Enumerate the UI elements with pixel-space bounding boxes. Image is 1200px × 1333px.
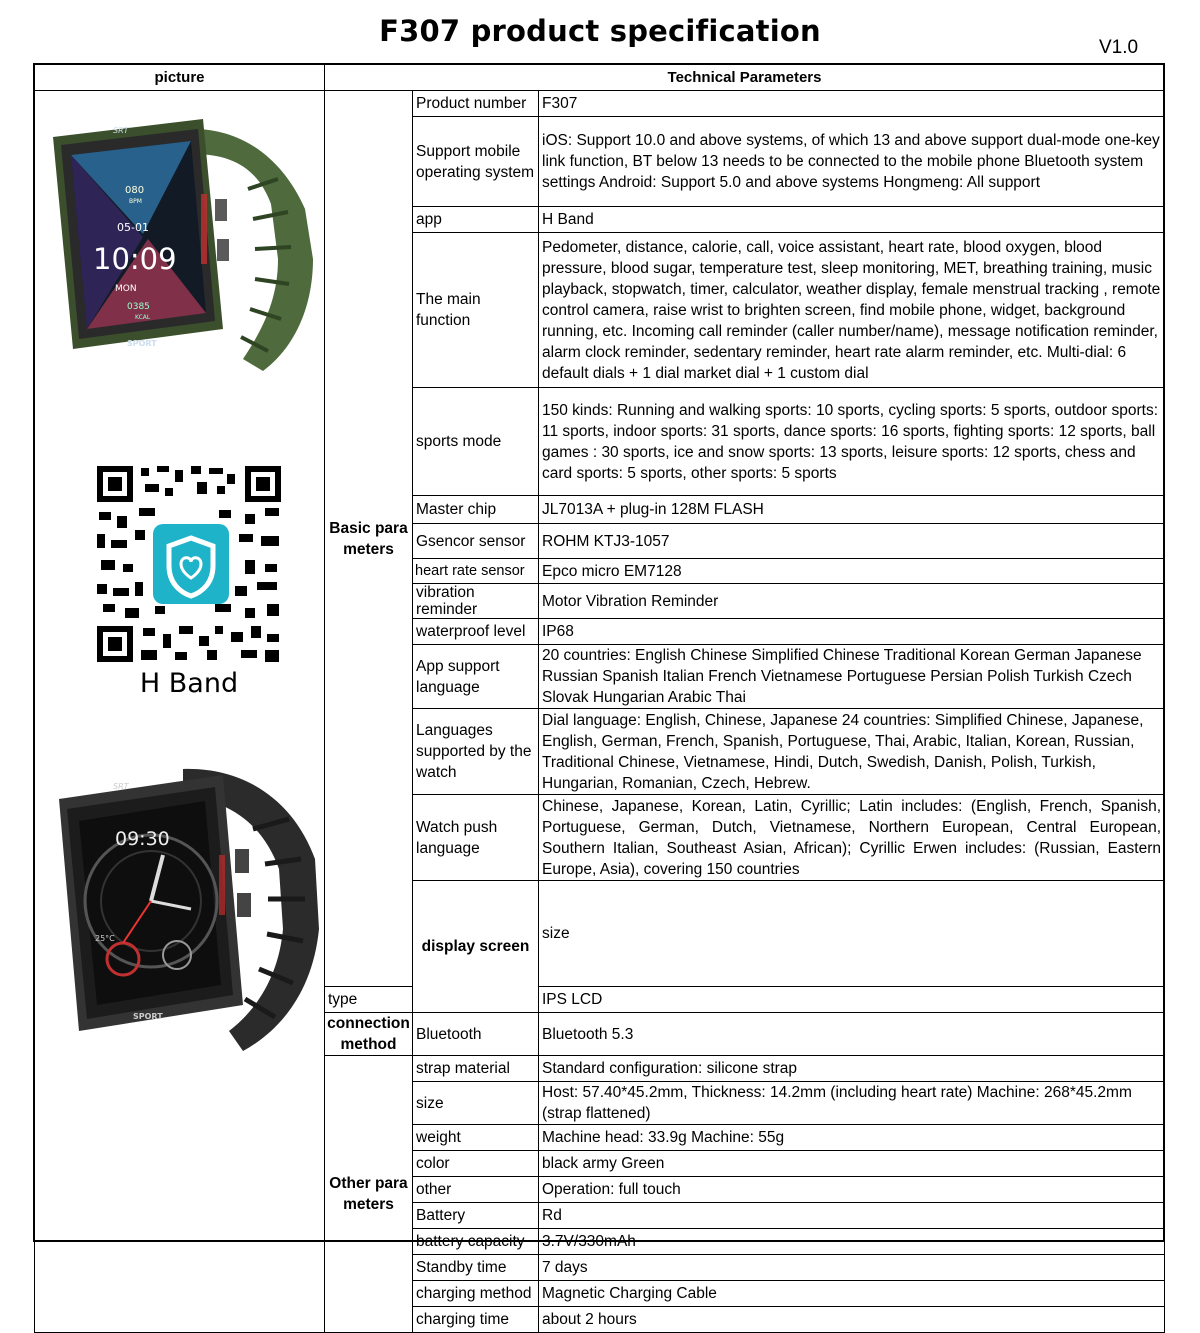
row-value-master-chip: JL7013A + plug-in 128M FLASH	[539, 496, 1165, 524]
qr-code-image	[95, 464, 283, 664]
group-connection-method: connection method	[325, 1013, 413, 1056]
row-label-display-size: size	[539, 881, 1165, 987]
row-label-app-language: App support language	[413, 645, 539, 709]
table-row	[35, 91, 1165, 117]
row-label-weight: weight	[413, 1125, 539, 1151]
row-label-bluetooth: Bluetooth	[413, 1013, 539, 1056]
row-label-push-language: Watch push language	[413, 795, 539, 881]
row-value-heart-rate-sensor: Epco micro EM7128	[539, 559, 1165, 584]
spec-table	[34, 64, 1165, 1333]
picture-cell	[35, 91, 325, 1333]
green-watch-brand-top: SRT	[113, 126, 129, 135]
row-label-size: size	[413, 1082, 539, 1125]
green-watch-date: 05-01	[117, 221, 149, 234]
row-value-watch-language: Dial language: English, Chinese, Japanese 24 countries: Simplified Chinese, Japanese, English, German, French, Spanish, Portuguese, Thai, Arabic, Italian, Korean, Russian, Traditional Chinese, Vietnamese, Hindi, Dutch, Swedish, Danish, Polish, Turkish, Hungarian, Romanian, Czech, Hebrew.	[539, 709, 1165, 795]
header-picture: picture	[35, 65, 325, 91]
table-header-row	[35, 65, 1165, 91]
row-label-other: other	[413, 1177, 539, 1203]
row-value-strap: Standard configuration: silicone strap	[539, 1056, 1165, 1082]
row-value-app-language: 20 countries: English Chinese Simplified Chinese Traditional Korean German Japanese Russian Spanish Italian French Vietnamese Portuguese Persian Polish Turkish Czech Slovak Hungarian Arabic Thai	[539, 645, 1165, 709]
green-watch-heart-rate: 080	[125, 185, 145, 196]
black-watch-brand-bottom: SPORT	[133, 1012, 163, 1021]
picture-area	[35, 91, 323, 1241]
row-value-standby: 7 days	[539, 1255, 1165, 1281]
green-watch-image	[43, 109, 323, 379]
black-watch-temp: 25°C	[95, 934, 115, 943]
green-watch-calories-unit: KCAL	[135, 314, 151, 321]
row-label-support-os: Support mobile operating system	[413, 117, 539, 207]
group-basic-parameters: Basic parameters	[325, 91, 413, 987]
row-label-waterproof: waterproof level	[413, 619, 539, 645]
green-watch-heart-unit: BPM	[129, 198, 142, 205]
row-value-weight: Machine head: 33.9g Machine: 55g	[539, 1125, 1165, 1151]
row-value-bluetooth: Bluetooth 5.3	[539, 1013, 1165, 1056]
qr-app-name: H Band	[139, 668, 239, 699]
green-watch-calories: 0385	[127, 302, 150, 312]
row-label-master-chip: Master chip	[413, 496, 539, 524]
row-value-gsensor: ROHM KTJ3-1057	[539, 524, 1165, 559]
row-value-vibration: Motor Vibration Reminder	[539, 584, 1165, 619]
row-label-battery-capacity: battery capacity	[413, 1229, 539, 1255]
row-label-vibration: vibration reminder	[413, 584, 539, 619]
black-watch-time: 09:30	[115, 828, 170, 850]
black-watch-image	[53, 759, 323, 1059]
row-value-sports-mode: 150 kinds: Running and walking sports: 10 sports, cycling sports: 5 sports, outdoor sports: 11 sports, indoor sports: 31 sports, dance sports: 16 sports, fighting sports: 12 sports, ball games : 30 sports, ice and snow sports: 13 sports, leisure sports: 12 sports, chess and card sports: 5 sports, other sports: 5 sports	[539, 388, 1165, 496]
document-title: F307 product specification	[379, 14, 821, 48]
row-label-heart-rate-sensor: heart rate sensor	[413, 559, 539, 584]
row-label-product-number: Product number	[413, 91, 539, 117]
header-technical-parameters: Technical Parameters	[325, 65, 1165, 91]
black-watch-brand-top: SRT	[113, 782, 129, 791]
row-value-app: H Band	[539, 207, 1165, 233]
row-value-battery-capacity: 3.7V/330mAh	[539, 1229, 1165, 1255]
row-label-watch-language: Languages supported by the watch	[413, 709, 539, 795]
green-watch-brand-bottom: SPORT	[127, 339, 157, 348]
version-label: V1.0	[1099, 37, 1139, 58]
row-value-push-language: Chinese, Japanese, Korean, Latin, Cyrillic; Latin includes: (English, French, Spanish, Portuguese, German, Dutch, Vietnamese, Northern European, Central European, Southern Italian, Southeast Asian, African); Cyrillic Erwen includes: (Russian, Eastern Europe, Asia), covering 150 countries	[539, 795, 1165, 881]
row-value-main-function: Pedometer, distance, calorie, call, voice assistant, heart rate, blood oxygen, blood pressure, blood sugar, temperature test, sleep monitoring, MET, breathing training, music playback, stopwatch, timer, calculator, weather display, female menstrual tracking , remote control camera, raise wrist to brighten screen, find mobile phone, widget, background running, etc. Incoming call reminder (caller number/name), message notification reminder, alarm clock reminder, sedentary reminder, heart rate alarm reminder, etc. Multi-dial: 6 default dials + 1 dial market dial + 1 custom dial	[539, 233, 1165, 388]
row-value-charging-method: Magnetic Charging Cable	[539, 1281, 1165, 1307]
row-label-main-function: The main function	[413, 233, 539, 388]
row-label-charging-method: charging method	[413, 1281, 539, 1307]
row-value-other: Operation: full touch	[539, 1177, 1165, 1203]
row-value-battery: Rd	[539, 1203, 1165, 1229]
row-label-battery: Battery	[413, 1203, 539, 1229]
row-value-display-type: IPS LCD	[539, 987, 1165, 1013]
row-value-support-os: iOS: Support 10.0 and above systems, of which 13 and above support dual-mode one-key link function, BT below 13 needs to be connected to the mobile phone Bluetooth system settings Android: Support 5.0 and above systems Hongmeng: All support	[539, 117, 1165, 207]
row-value-size: Host: 57.40*45.2mm, Thickness: 14.2mm (including heart rate) Machine: 268*45.2mm (strap flattened)	[539, 1082, 1165, 1125]
row-label-standby: Standby time	[413, 1255, 539, 1281]
row-label-charging-time: charging time	[413, 1307, 539, 1333]
row-value-product-number: F307	[539, 91, 1165, 117]
row-value-charging-time: about 2 hours	[539, 1307, 1165, 1333]
group-display-screen: display screen	[413, 881, 539, 1013]
row-label-display-type: type	[325, 987, 413, 1013]
row-value-waterproof: IP68	[539, 619, 1165, 645]
row-label-gsensor: Gsencor sensor	[413, 524, 539, 559]
row-label-app: app	[413, 207, 539, 233]
row-label-color: color	[413, 1151, 539, 1177]
green-watch-time: 10:09	[93, 242, 177, 276]
row-value-color: black army Green	[539, 1151, 1165, 1177]
group-other-parameters: Other parameters	[325, 1056, 413, 1333]
row-label-strap: strap material	[413, 1056, 539, 1082]
green-watch-day: MON	[115, 284, 137, 294]
row-label-sports-mode: sports mode	[413, 388, 539, 496]
